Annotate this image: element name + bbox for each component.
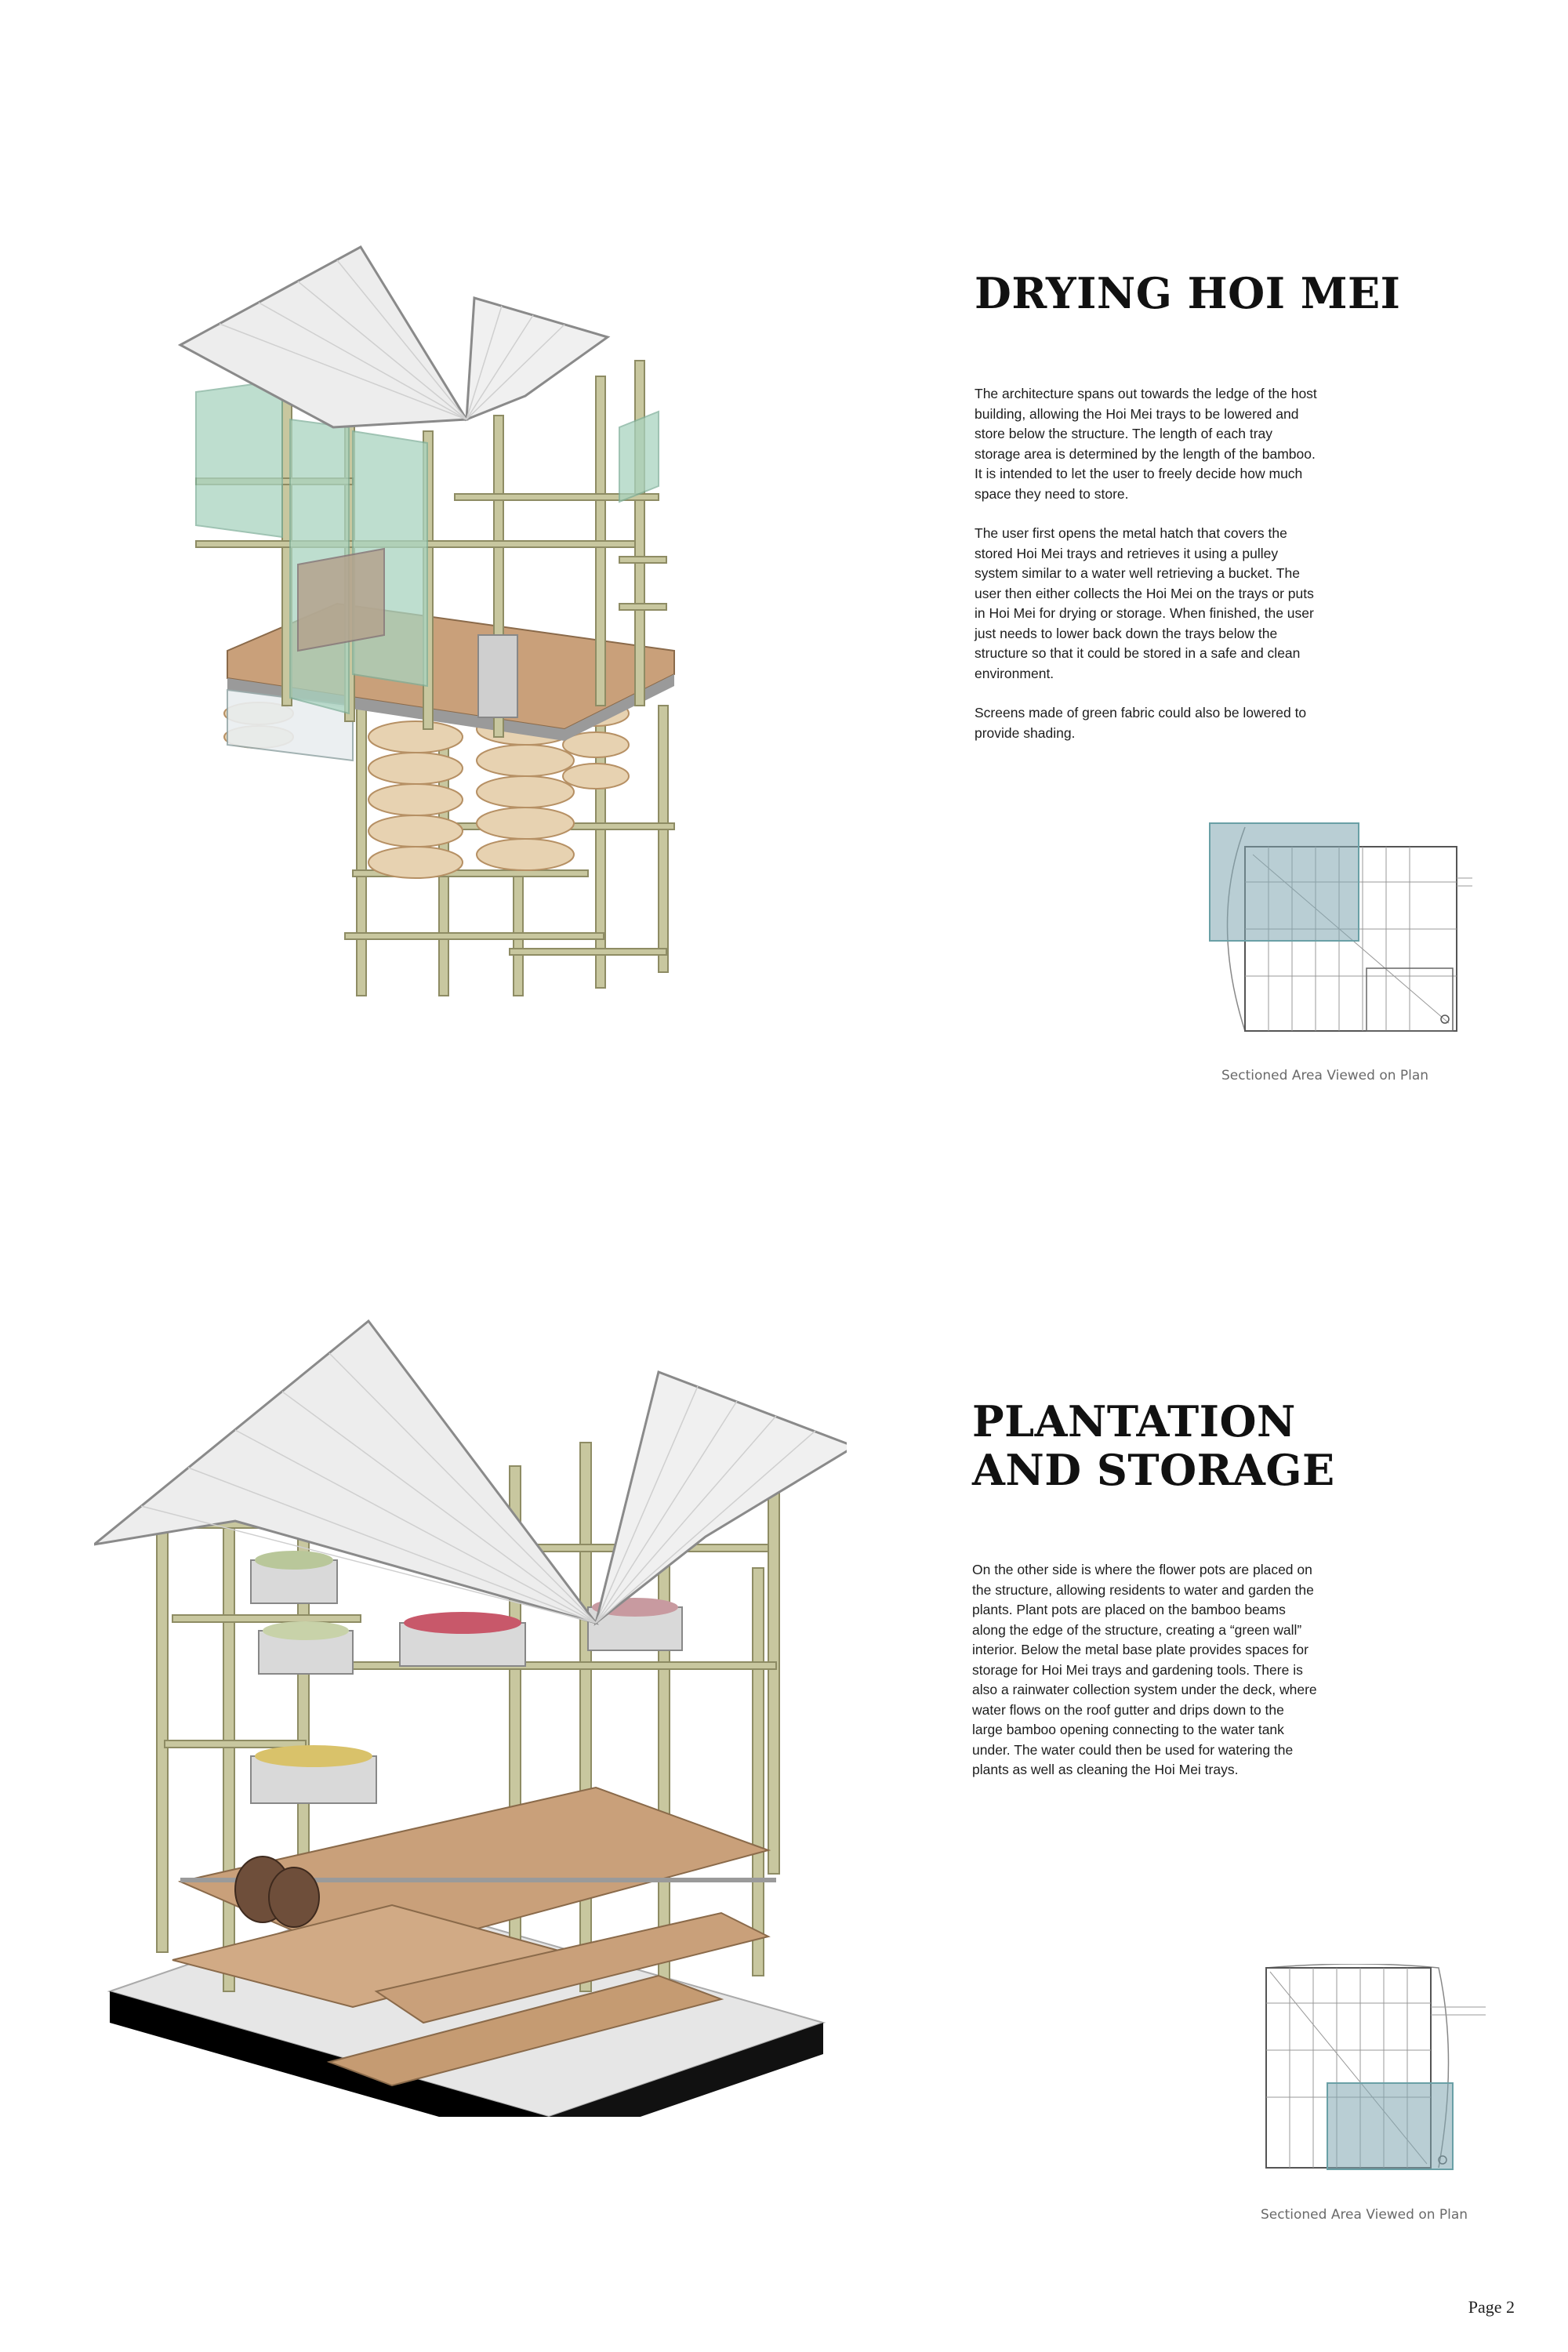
- plantation-title-line-1: PLANTATION: [972, 1396, 1296, 1446]
- drying-paragraph-2: The user first opens the metal hatch that covers the stored Hoi Mei trays and retrieves it using a pulley system similar to a water well retrieving a bucket. The user then either collects the Hoi Mei on the trays or puts in Hoi Mei for drying or storage. When finished, the user just needs to lower back down the trays below the structure so that it could be stored in a safe and clean environment.: [975, 525, 1314, 681]
- plantation-key-plan: [1250, 1964, 1494, 2176]
- drying-paragraph-1: The architecture spans out towards the ledge of the host building, allowing the Hoi Mei trays to be lowered and store below the structure. The length of each tray storage area is determined by the length of the bamboo. It is intended to let the user to freely decide how much space they need to store.: [975, 386, 1317, 502]
- drying-paragraph-3: Screens made of green fabric could also be lowered to provide shading.: [975, 705, 1307, 741]
- drying-description: [975, 384, 1319, 763]
- plantation-title-line-2: AND STORAGE: [972, 1445, 1335, 1495]
- plantation-axonometric-illustration: [94, 1286, 847, 2117]
- drying-section: [0, 0, 1568, 1113]
- drying-title: [975, 269, 1400, 318]
- plantation-description: [972, 1560, 1317, 1800]
- drying-title-line: DRYING HOI MEI: [975, 268, 1401, 318]
- plantation-section: [0, 1113, 1568, 2352]
- plantation-plan-caption: Sectioned Area Viewed on Plan: [1261, 2207, 1468, 2223]
- drying-key-plan: [1206, 819, 1472, 1043]
- page-number: Page 2: [1468, 2297, 1515, 2317]
- plantation-paragraph-1: On the other side is where the flower pots are placed on the structure, allowing residents to water and garden the plants. Plant pots are placed on the bamboo beams along the edge of the structure, creating a “green wall” interior. Below the metal base plate provides spaces for storage for Hoi Mei trays and gardening tools. There is also a rainwater collection system under the deck, where water flows on the roof gutter and drips down to the large bamboo opening connecting to the water tank under. The water could then be used for watering the plants as well as cleaning the Hoi Mei trays.: [972, 1562, 1317, 1777]
- drying-axonometric-illustration: [157, 227, 768, 1011]
- drying-plan-caption: Sectioned Area Viewed on Plan: [1221, 1068, 1429, 1083]
- plantation-title: [972, 1397, 1335, 1494]
